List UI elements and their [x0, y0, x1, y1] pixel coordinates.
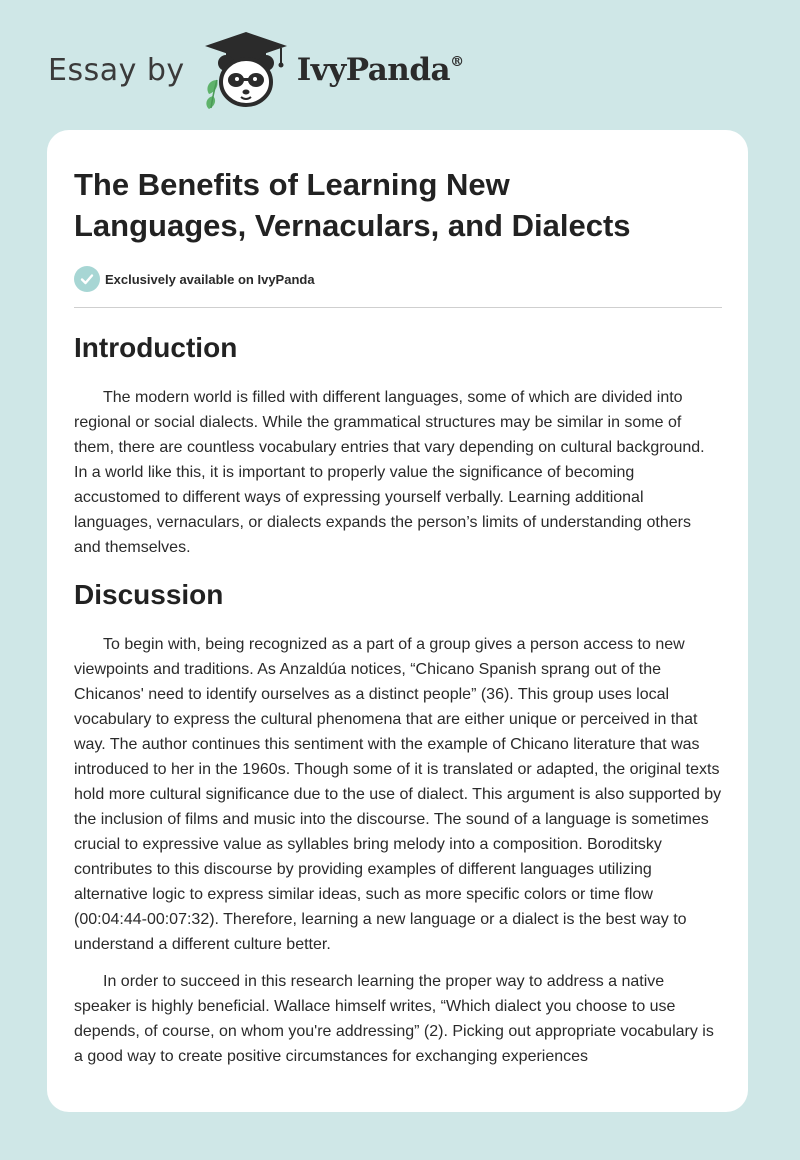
exclusive-badge	[74, 266, 722, 292]
site-header	[48, 30, 464, 110]
section-heading: Introduction	[74, 332, 238, 363]
section-discussion	[74, 578, 722, 1069]
section-introduction	[74, 331, 722, 560]
essay-card	[47, 130, 748, 1112]
ivy-leaf-icon	[206, 80, 217, 109]
registered-mark: ®	[450, 54, 464, 70]
panda-graduate-icon	[199, 30, 293, 110]
essay-title: The Benefits of Learning New Languages, Vernaculars, and Dialects	[74, 167, 631, 243]
brand-name[interactable]: IvyPanda®	[296, 52, 464, 88]
section-heading: Discussion	[74, 579, 224, 610]
check-circle-icon	[74, 266, 100, 292]
paragraph: In order to succeed in this research learning the proper way to address a native speaker is highly beneficial. Wallace himself writes, “Which dialect you choose to use depends, of course, on whom you're addressing” (2). Picking out appropriate vocabulary is a good way to create positive circumstances for exchanging experiences	[74, 973, 714, 1065]
badge-label: Exclusively available on IvyPanda	[105, 271, 315, 287]
paragraph: The modern world is filled with different languages, some of which are divided into regional or social dialects. While the grammatical structures may be similar in some of them, there are countless vocabulary entries that vary depending on cultural background. In a world like this, it is important to properly value the significance of becoming accustomed to different ways of expressing yourself verbally. Learning additional languages, vernaculars, or dialects expands the person’s limits of understanding others and themselves.	[74, 389, 705, 556]
title-divider	[74, 307, 722, 308]
paragraph: To begin with, being recognized as a part of a group gives a person access to new viewpoints and traditions. As Anzaldúa notices, “Chicano Spanish sprang out of the Chicanos' need to identify ourselves as a distinct people” (36). This group uses local vocabulary to express the cultural phenomena that are either unique or perceived in that way. The author continues this sentiment with the example of Chicano literature that was introduced to her in the 1960s. Though some of it is translated or adapted, the original texts hold more cultural significance due to the use of dialect. This argument is also supported by the inclusion of films and music into the discourse. The sound of a language is sometimes crucial to expressive value as syllables bring melody into a composition. Boroditsky contributes to this discourse by providing examples of different languages utilizing alternative logic to express similar ideas, such as more specific colors or time flow (00:04:44-00:07:32). Therefore, learning a new language or a dialect is the best way to understand a different culture better.	[74, 636, 722, 953]
essay-by-label: Essay by	[48, 52, 185, 88]
